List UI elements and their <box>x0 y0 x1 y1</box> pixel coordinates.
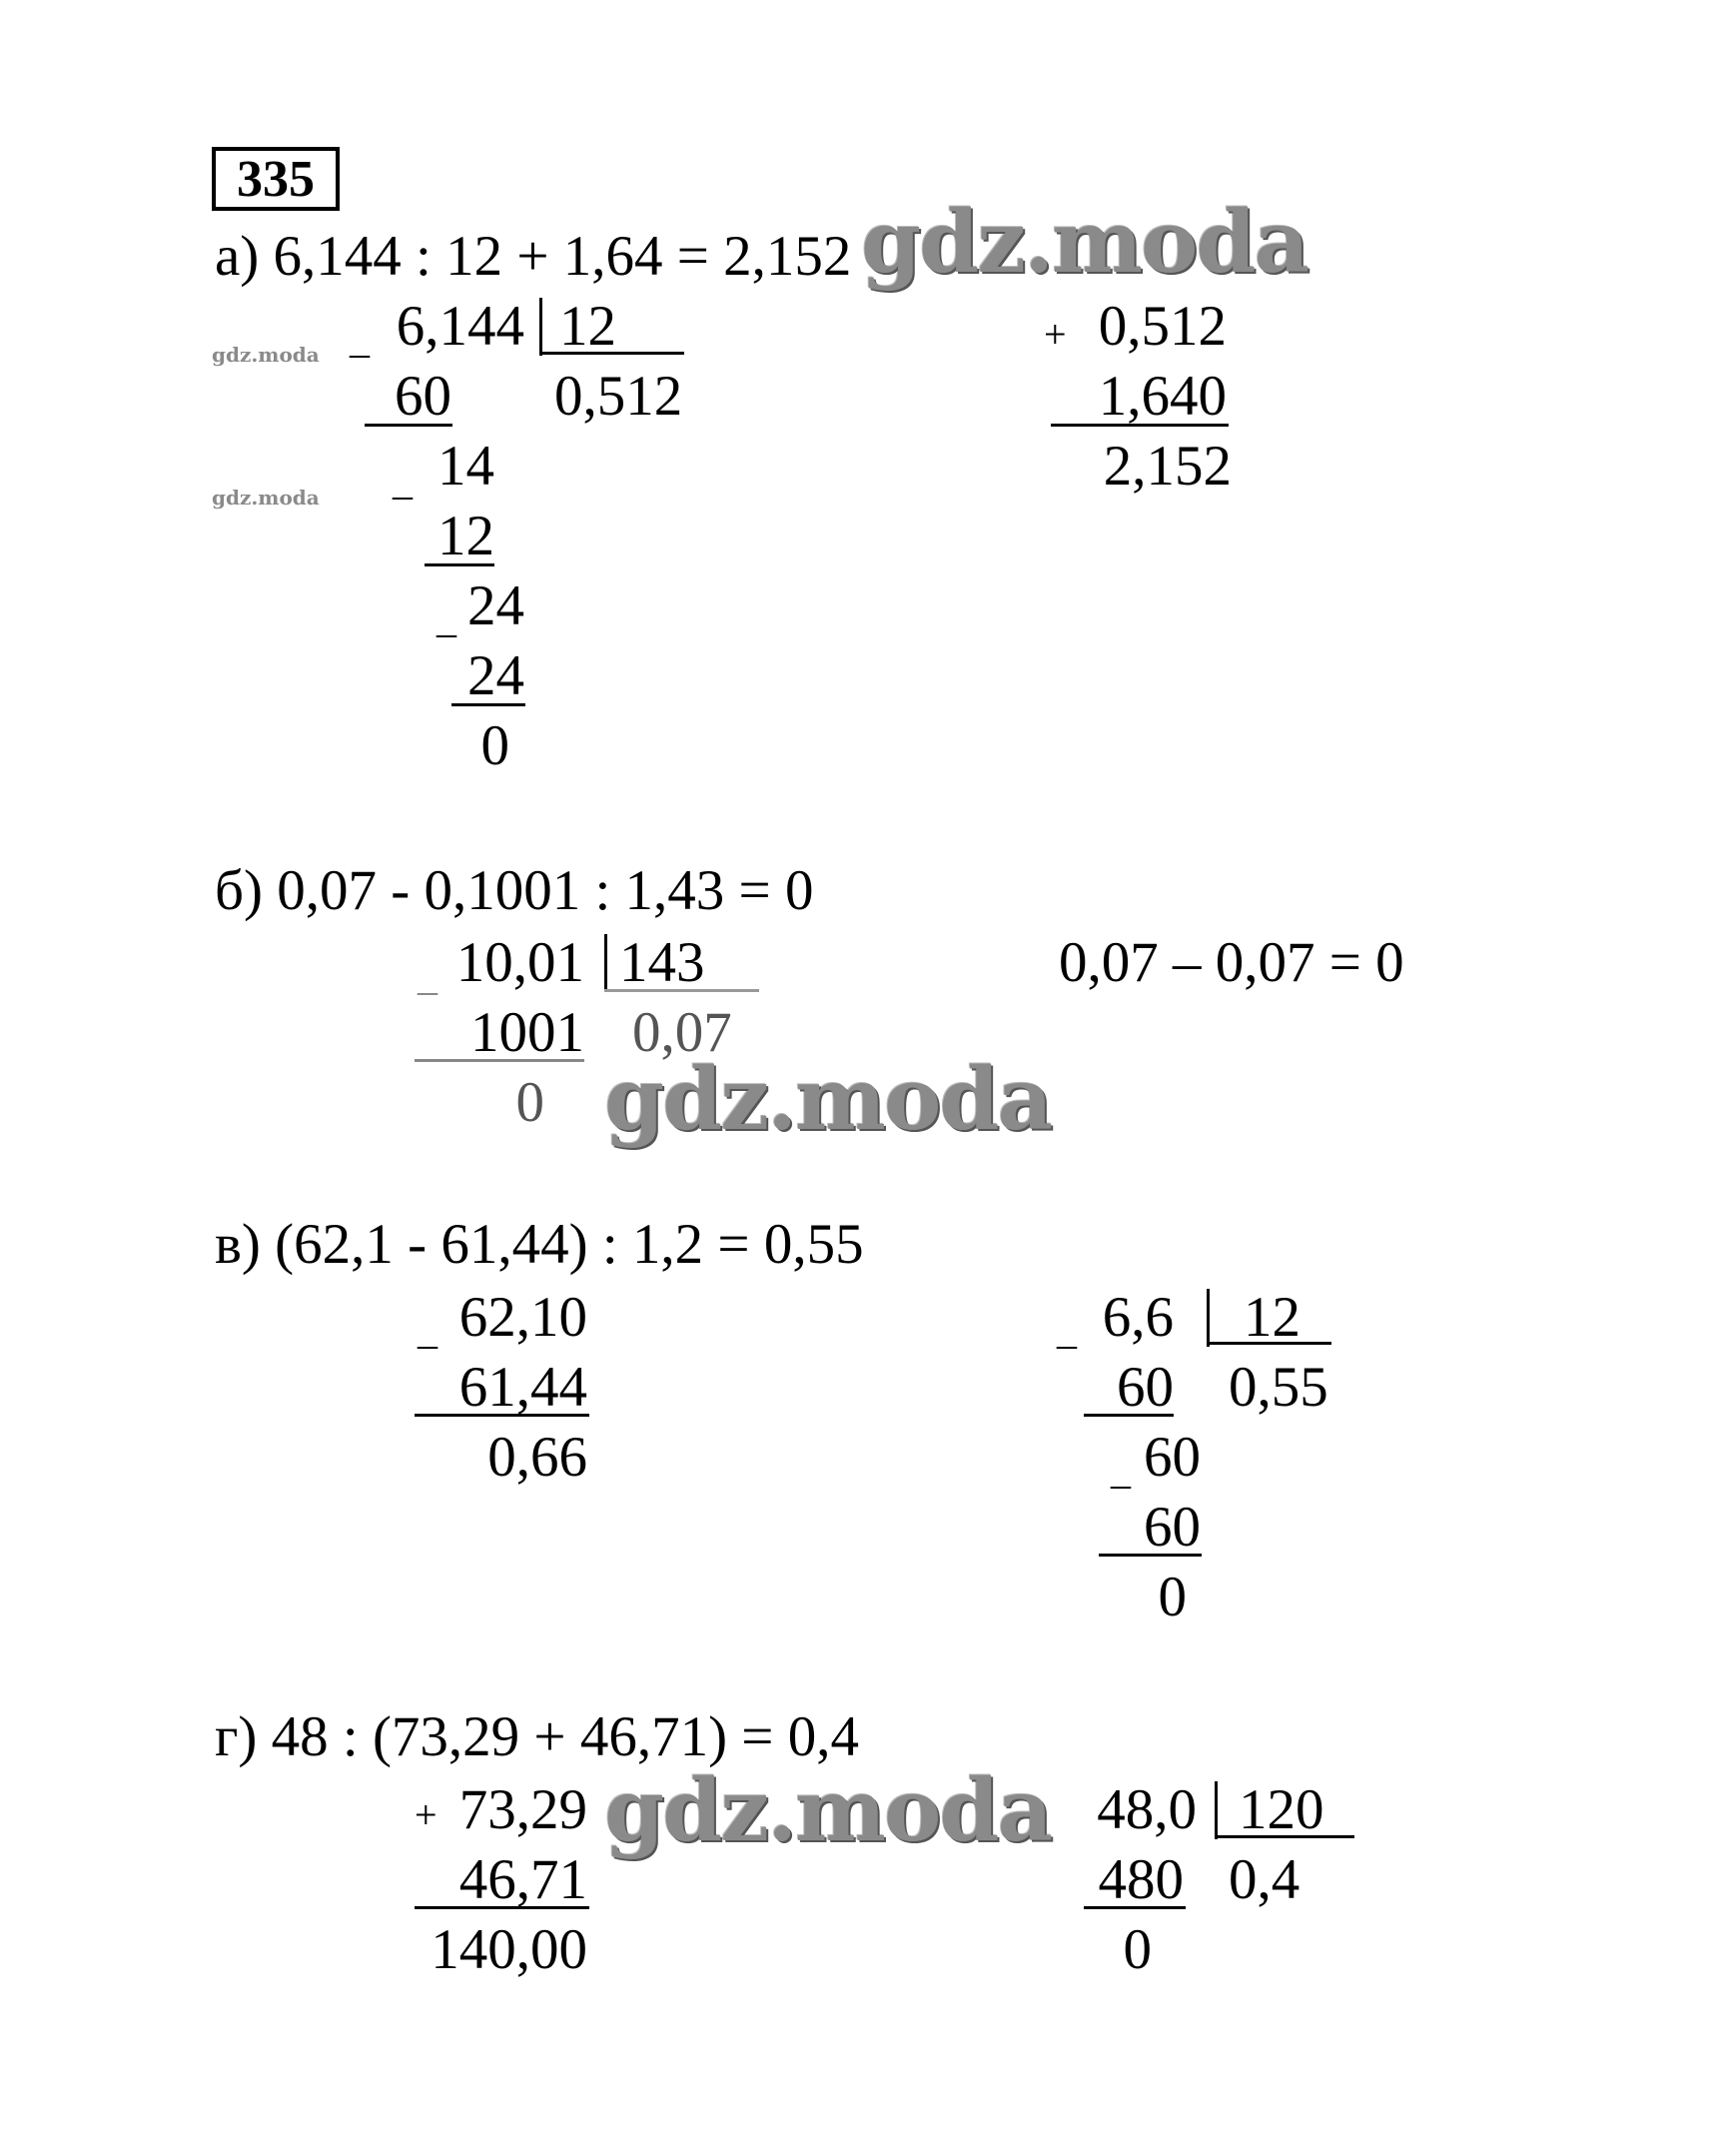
a-divisor-underline <box>539 352 684 355</box>
g-step-1: 480 <box>1098 1848 1184 1911</box>
g-addition-underline <box>415 1906 589 1909</box>
watermark-logo-small: gdz.moda <box>212 486 320 510</box>
v-divisor-underline <box>1207 1342 1331 1345</box>
a-step-3-underline <box>425 563 494 566</box>
equation-v: в) (62,1 - 61,44) : 1,2 = 0,55 <box>215 1213 864 1276</box>
a-dividend: 6,144 <box>396 295 524 358</box>
a-step-1-underline <box>365 424 452 427</box>
v-subtraction-result: 0,66 <box>487 1426 587 1489</box>
g-step-2: 0 <box>1123 1918 1152 1981</box>
watermark-logo: gdz.moda <box>604 1049 1052 1150</box>
equation-a: а) 6,144 : 12 + 1,64 = 2,152 <box>215 225 852 288</box>
b-divisor-underline <box>604 989 759 992</box>
b-divisor: 143 <box>619 931 705 994</box>
b-step-1: 1001 <box>470 1001 584 1064</box>
a-step-3: 12 <box>437 505 494 567</box>
equation-b: б) 0,07 - 0,1001 : 1,43 = 0 <box>215 859 814 922</box>
a-addend-top: 0,512 <box>1098 295 1227 358</box>
v-minuend: 62,10 <box>458 1286 587 1349</box>
v-step-minus-sign: _ <box>1111 1448 1131 1493</box>
v-step-2: 60 <box>1144 1426 1201 1489</box>
task-number-badge: 335 <box>212 147 340 211</box>
a-step-5: 24 <box>467 644 524 707</box>
a-addition-plus-sign: + <box>1044 312 1067 357</box>
equation-g: г) 48 : (73,29 + 46,71) = 0,4 <box>215 1705 859 1768</box>
a-quotient: 0,512 <box>554 365 683 428</box>
b-dividend: 10,01 <box>455 931 584 994</box>
b-division-bar <box>604 934 607 992</box>
a-addition-underline <box>1051 424 1229 427</box>
a-divisor: 12 <box>559 295 616 358</box>
g-divisor-underline <box>1215 1835 1354 1838</box>
a-division-bar <box>539 298 542 356</box>
g-divisor: 120 <box>1239 1778 1324 1841</box>
a-step-4: 24 <box>467 574 524 637</box>
a-step-minus-sign: _ <box>436 596 456 641</box>
b-step-2: 0 <box>515 1071 544 1134</box>
a-addend-bottom: 1,640 <box>1098 365 1227 428</box>
g-dividend: 48,0 <box>1097 1778 1197 1841</box>
v-step-4: 0 <box>1158 1566 1187 1628</box>
v-subtrahend: 61,44 <box>458 1356 587 1419</box>
watermark-logo-small: gdz.moda <box>212 343 320 367</box>
b-division-minus-sign: _ <box>418 954 437 999</box>
g-addend-top: 73,29 <box>458 1778 587 1841</box>
a-step-6: 0 <box>480 714 509 777</box>
v-division-bar <box>1207 1289 1210 1347</box>
b-subtraction-line: 0,07 – 0,07 = 0 <box>1059 931 1404 994</box>
b-step-1-underline <box>415 1059 584 1062</box>
a-step-minus-sign: _ <box>393 459 413 504</box>
a-step-2: 14 <box>437 435 494 498</box>
a-addition-result: 2,152 <box>1103 435 1232 498</box>
v-dividend: 6,6 <box>1102 1286 1174 1349</box>
v-subtraction-minus-sign: _ <box>418 1308 437 1353</box>
a-step-1: 60 <box>395 365 451 428</box>
g-step-1-underline <box>1084 1906 1186 1909</box>
b-quotient: 0,07 <box>632 1001 732 1064</box>
a-step-5-underline <box>451 703 525 706</box>
v-step-1-underline <box>1084 1414 1174 1417</box>
v-step-3: 60 <box>1144 1496 1201 1559</box>
g-quotient: 0,4 <box>1229 1848 1301 1911</box>
v-division-minus-sign: _ <box>1057 1308 1077 1353</box>
v-step-1: 60 <box>1117 1356 1174 1419</box>
g-division-bar <box>1215 1781 1218 1839</box>
watermark-logo: gdz.moda <box>604 1760 1052 1861</box>
g-addend-bottom: 46,71 <box>458 1848 587 1911</box>
g-addition-result: 140,00 <box>431 1918 587 1981</box>
v-divisor: 12 <box>1244 1286 1301 1349</box>
a-division-minus-sign: _ <box>350 317 370 362</box>
v-quotient: 0,55 <box>1229 1356 1328 1419</box>
v-subtraction-underline <box>415 1414 589 1417</box>
v-step-3-underline <box>1099 1554 1202 1557</box>
g-addition-plus-sign: + <box>415 1792 437 1837</box>
watermark-logo: gdz.moda <box>861 192 1308 293</box>
